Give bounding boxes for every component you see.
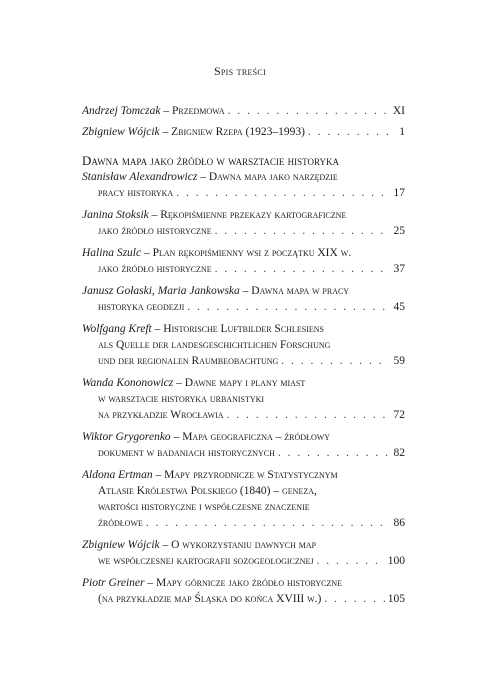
entry-author: Andrzej Tomczak: [82, 105, 161, 117]
toc-entry-golaski-jankowska[interactable]: Janusz Gołaski, Maria Jankowska – Dawna mapa w pracy historyka geodezji . . . 45: [82, 283, 405, 315]
toc-entry-szulc[interactable]: Halina Szulc – Plan rękopiśmienny wsi z początku XIX w. jako źródło historyczne . . . 37: [82, 245, 405, 277]
entry-page: 100: [387, 555, 405, 567]
toc-entry-alexandrowicz[interactable]: Stanisław Alexandrowicz – Dawna mapa jako narzędzie pracy historyka . . . 17: [82, 169, 405, 201]
toc-entry-wojcik-sozogeologia[interactable]: Zbigniew Wójcik – O wykorzystaniu dawnych map we współczesnej kartografii sozogeologicznej . . . 100: [82, 537, 405, 569]
entry-author: Halina Szulc: [82, 247, 142, 259]
toc-entry-tomczak[interactable]: Andrzej Tomczak – Przedmowa . . . XI: [82, 103, 405, 119]
entry-page: 25: [393, 225, 405, 237]
entry-page: 86: [393, 517, 405, 529]
leader-dots: [317, 553, 385, 569]
entry-author: Zbigniew Wójcik: [82, 539, 160, 551]
toc-entry-ertman[interactable]: Aldona Ertman – Mapy przyrodnicze w Statystycznym Atlasie Królestwa Polskiego (1840) – geneza, wartości historyczne i współczesne znaczenie źródłowe . . . 86: [82, 467, 405, 531]
entry-author: Stanisław Alexandrowicz: [82, 171, 198, 183]
entry-page: 37: [393, 263, 405, 275]
section-title: Dawna mapa jako źródło w warsztacie historyka: [82, 153, 339, 168]
entry-title: Przedmowa: [171, 105, 225, 117]
leader-dots: [281, 353, 388, 369]
entry-page: 72: [393, 409, 405, 421]
leader-dots: [227, 407, 388, 423]
leader-dots: [308, 124, 388, 140]
entry-author: Wiktor Grygorenko: [82, 431, 171, 443]
entry-page: 1: [399, 126, 405, 138]
entry-page: 45: [393, 301, 405, 313]
leader-dots: [215, 223, 388, 239]
toc-entry-wojcik-rzepa[interactable]: Zbigniew Wójcik – Zbigniew Rzepa (1923–1993) . . . 1: [82, 124, 405, 140]
entry-author: Piotr Greiner: [82, 577, 145, 589]
entry-page: XI: [392, 105, 405, 117]
leader-dots: [215, 261, 388, 277]
entry-author: Janusz Gołaski, Maria Jankowska: [82, 285, 240, 297]
leader-dots: [187, 299, 388, 315]
leader-dots: [278, 445, 388, 461]
entry-page: 17: [393, 187, 405, 199]
leader-dots: [228, 103, 388, 119]
toc-title: Spis treści: [213, 64, 267, 78]
entry-author: Wanda Kononowicz: [82, 377, 174, 389]
entry-author: Aldona Ertman: [82, 469, 153, 481]
entry-author: Wolfgang Kreft: [82, 323, 152, 335]
entry-title: Zbigniew Rzepa (1923–1993): [171, 126, 305, 138]
leader-dots: [176, 185, 388, 201]
entry-page: 82: [393, 447, 405, 459]
toc-entry-greiner[interactable]: Piotr Greiner – Mapy górnicze jako źródło historyczne (na przykładzie map Śląska do końca XVIII w.) . . . 105: [82, 575, 405, 607]
toc-entry-kononowicz[interactable]: Wanda Kononowicz – Dawne mapy i plany miast w warsztacie historyka urbanistyki na przykładzie Wrocławia . . . 72: [82, 375, 405, 423]
toc-entry-stoksik[interactable]: Janina Stoksik – Rękopiśmienne przekazy kartograficzne jako źródło historyczne . . . 25: [82, 207, 405, 239]
leader-dots: [146, 515, 388, 531]
entry-author: Janina Stoksik: [82, 209, 149, 221]
leader-dots: [324, 591, 384, 607]
entry-author: Zbigniew Wójcik: [82, 126, 160, 138]
entry-page: 59: [393, 355, 405, 367]
toc-entry-grygorenko[interactable]: Wiktor Grygorenko – Mapa geograficzna – źródłowy dokument w badaniach historycznych . . . 82: [82, 429, 405, 461]
entry-page: 105: [387, 593, 405, 605]
toc-entry-kreft[interactable]: Wolfgang Kreft – Historische Luftbilder Schlesiens als Quelle der landesgeschichtlichen Forschung und der regionalen Raumbeobachtung . . . 59: [82, 321, 405, 369]
